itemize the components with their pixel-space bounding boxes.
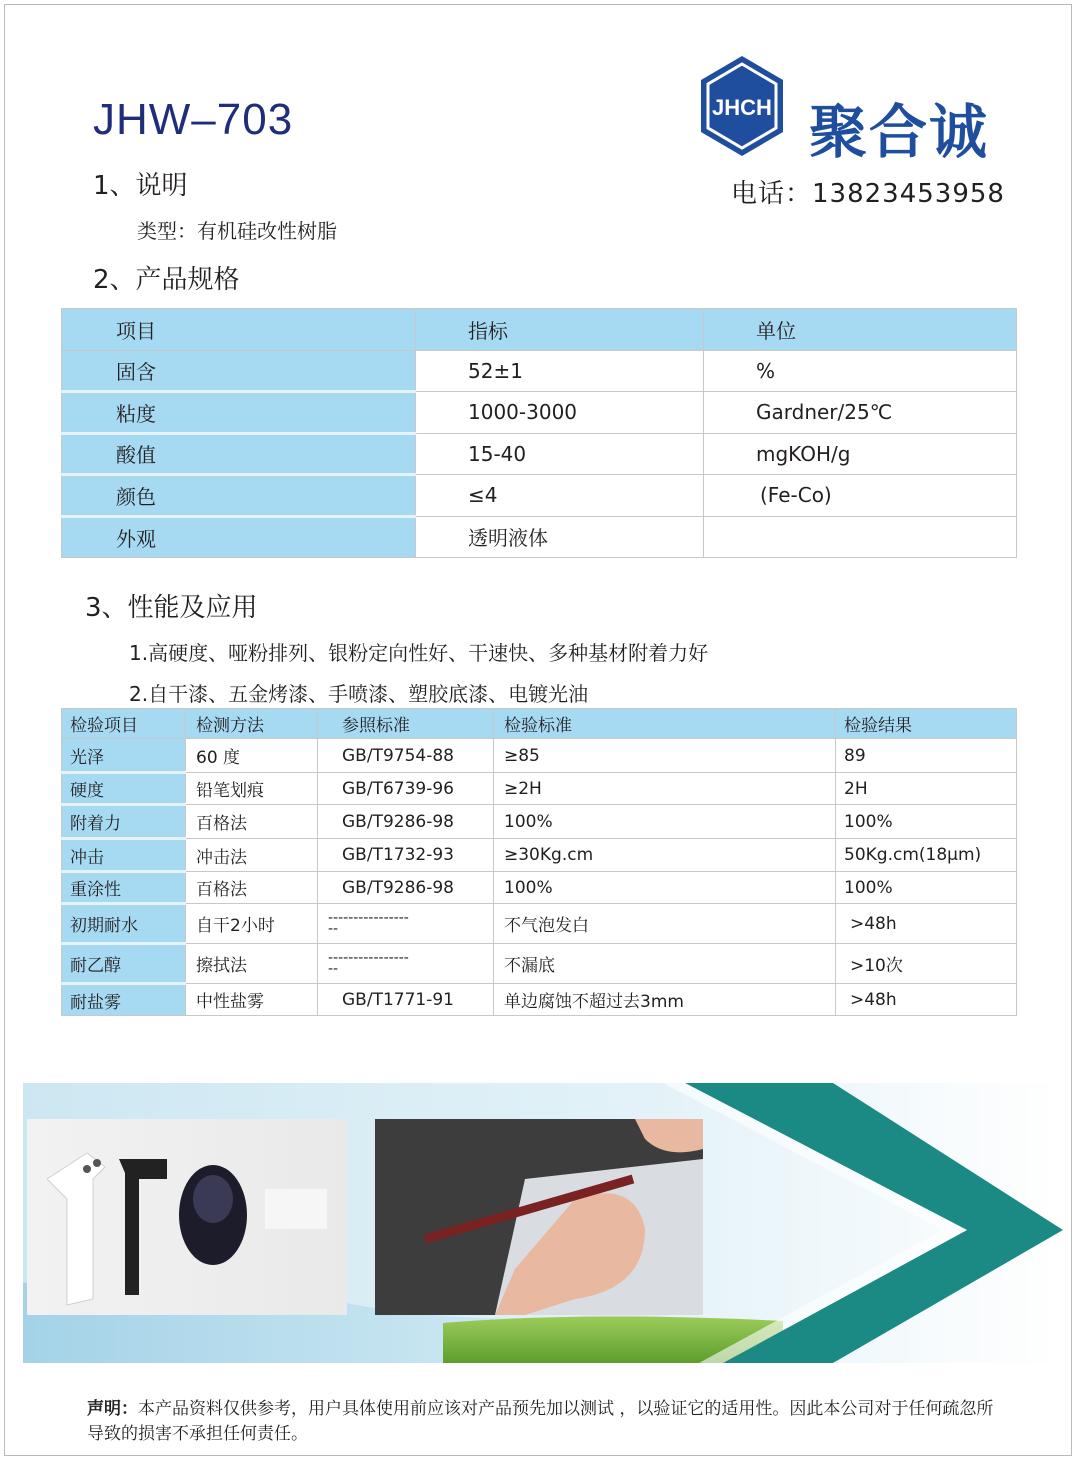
- table-row: [62, 904, 1017, 944]
- test-reference: GB/T1732-93: [318, 839, 494, 872]
- table-row: [62, 739, 1017, 773]
- test-item: 冲击: [62, 839, 186, 872]
- test-reference: GB/T1771-91: [318, 984, 494, 1016]
- test-reference: GB/T9286-98: [318, 872, 494, 904]
- table-row: [62, 805, 1017, 839]
- table-row: [62, 350, 1017, 392]
- spec-unit: %: [704, 350, 1017, 392]
- pencil-hardness-test-photo: [375, 1119, 703, 1315]
- test-method: 60 度: [186, 739, 318, 773]
- spec-col-unit: 单位: [704, 309, 1017, 351]
- test-reference: GB/T9754-88: [318, 739, 494, 773]
- disclaimer-text: 本产品资料仅供参考，用户具体使用前应该对产品预先加以测试 ，以验证它的适用性。因此本公司对于任何疏忽所导致的损害不承担任何责任。: [87, 1399, 994, 1444]
- spec-unit: mgKOH/g: [704, 433, 1017, 475]
- spec-col-index: 指标: [416, 309, 704, 351]
- test-result: 100%: [836, 805, 1017, 839]
- product-sheet: [4, 4, 1072, 1456]
- test-reference: ---------------- --: [318, 904, 494, 944]
- test-method: 自干2小时: [186, 904, 318, 944]
- table-row: [62, 433, 1017, 475]
- spec-item: 酸值: [62, 433, 416, 475]
- table-row: [62, 773, 1017, 805]
- test-method: 中性盐雾: [186, 984, 318, 1016]
- table-row: [62, 984, 1017, 1016]
- test-item: 重涂性: [62, 872, 186, 904]
- test-method: 百格法: [186, 872, 318, 904]
- test-item: 耐盐雾: [62, 984, 186, 1016]
- jhch-logo-icon: [697, 53, 787, 159]
- table-row: [62, 392, 1017, 434]
- spec-col-item: 项目: [62, 309, 416, 351]
- test-reference: GB/T6739-96: [318, 773, 494, 805]
- test-result: 2H: [836, 773, 1017, 805]
- section2-heading: 2、产品规格: [93, 265, 240, 295]
- test-item: 初期耐水: [62, 904, 186, 944]
- spec-table: [61, 308, 1017, 558]
- feature-line-1: 1.高硬度、哑粉排列、银粉定向性好、干速快、多种基材附着力好: [129, 641, 709, 665]
- test-reference: ---------------- --: [318, 944, 494, 984]
- product-code: JHW–703: [93, 95, 294, 144]
- table-row: [62, 872, 1017, 904]
- type-line: 类型：有机硅改性树脂: [137, 219, 337, 243]
- spec-item: 固含: [62, 350, 416, 392]
- spec-value: 透明液体: [416, 516, 704, 558]
- spec-header-row: [62, 309, 1017, 351]
- logo-text: JHCH: [712, 95, 772, 120]
- test-table: [61, 708, 1017, 1016]
- spec-value: 15-40: [416, 433, 704, 475]
- brand-name: 聚合诚: [809, 98, 990, 166]
- test-col-method: 检测方法: [186, 709, 318, 739]
- spec-value: 52±1: [416, 350, 704, 392]
- test-reference: GB/T9286-98: [318, 805, 494, 839]
- test-item: 耐乙醇: [62, 944, 186, 984]
- spec-unit: [704, 516, 1017, 558]
- test-standard: 单边腐蚀不超过去3mm: [494, 984, 836, 1016]
- test-standard: ≥85: [494, 739, 836, 773]
- section1-heading: 1、说明: [93, 171, 188, 201]
- handle-illustration: [27, 1119, 347, 1315]
- test-standard: 不漏底: [494, 944, 836, 984]
- test-result: 50Kg.cm(18μm): [836, 839, 1017, 872]
- disclaimer: [87, 1397, 1007, 1447]
- table-row: [62, 516, 1017, 558]
- test-method: 冲击法: [186, 839, 318, 872]
- test-standard: 不气泡发白: [494, 904, 836, 944]
- test-result: 89: [836, 739, 1017, 773]
- test-standard: 100%: [494, 872, 836, 904]
- feature-line-2: 2.自干漆、五金烤漆、手喷漆、塑胶底漆、电镀光油: [129, 682, 589, 706]
- section3-heading: 3、性能及应用: [85, 593, 258, 623]
- table-row: [62, 839, 1017, 872]
- test-standard: ≥30Kg.cm: [494, 839, 836, 872]
- test-result: 100%: [836, 872, 1017, 904]
- spec-unit: Gardner/25℃: [704, 392, 1017, 434]
- spec-item: 粘度: [62, 392, 416, 434]
- test-result: >10次: [836, 944, 1017, 984]
- spec-unit: (Fe-Co): [704, 475, 1017, 517]
- test-item: 硬度: [62, 773, 186, 805]
- product-photo-handles: [27, 1119, 347, 1315]
- test-col-item: 检验项目: [62, 709, 186, 739]
- test-method: 百格法: [186, 805, 318, 839]
- test-col-result: 检验结果: [836, 709, 1017, 739]
- phone-number: 电话：13823453958: [731, 179, 1005, 209]
- test-standard: ≥2H: [494, 773, 836, 805]
- spec-item: 外观: [62, 516, 416, 558]
- table-row: [62, 944, 1017, 984]
- test-item: 附着力: [62, 805, 186, 839]
- test-col-reference: 参照标准: [318, 709, 494, 739]
- disclaimer-label: 声明：: [87, 1399, 138, 1419]
- test-result: >48h: [836, 984, 1017, 1016]
- test-item: 光泽: [62, 739, 186, 773]
- spec-value: 1000-3000: [416, 392, 704, 434]
- table-row: [62, 475, 1017, 517]
- test-standard: 100%: [494, 805, 836, 839]
- test-result: >48h: [836, 904, 1017, 944]
- test-header-row: [62, 709, 1017, 739]
- test-col-standard: 检验标准: [494, 709, 836, 739]
- spec-value: ≤4: [416, 475, 704, 517]
- spec-item: 颜色: [62, 475, 416, 517]
- test-method: 擦拭法: [186, 944, 318, 984]
- pencil-test-illustration: [375, 1119, 703, 1315]
- test-method: 铅笔划痕: [186, 773, 318, 805]
